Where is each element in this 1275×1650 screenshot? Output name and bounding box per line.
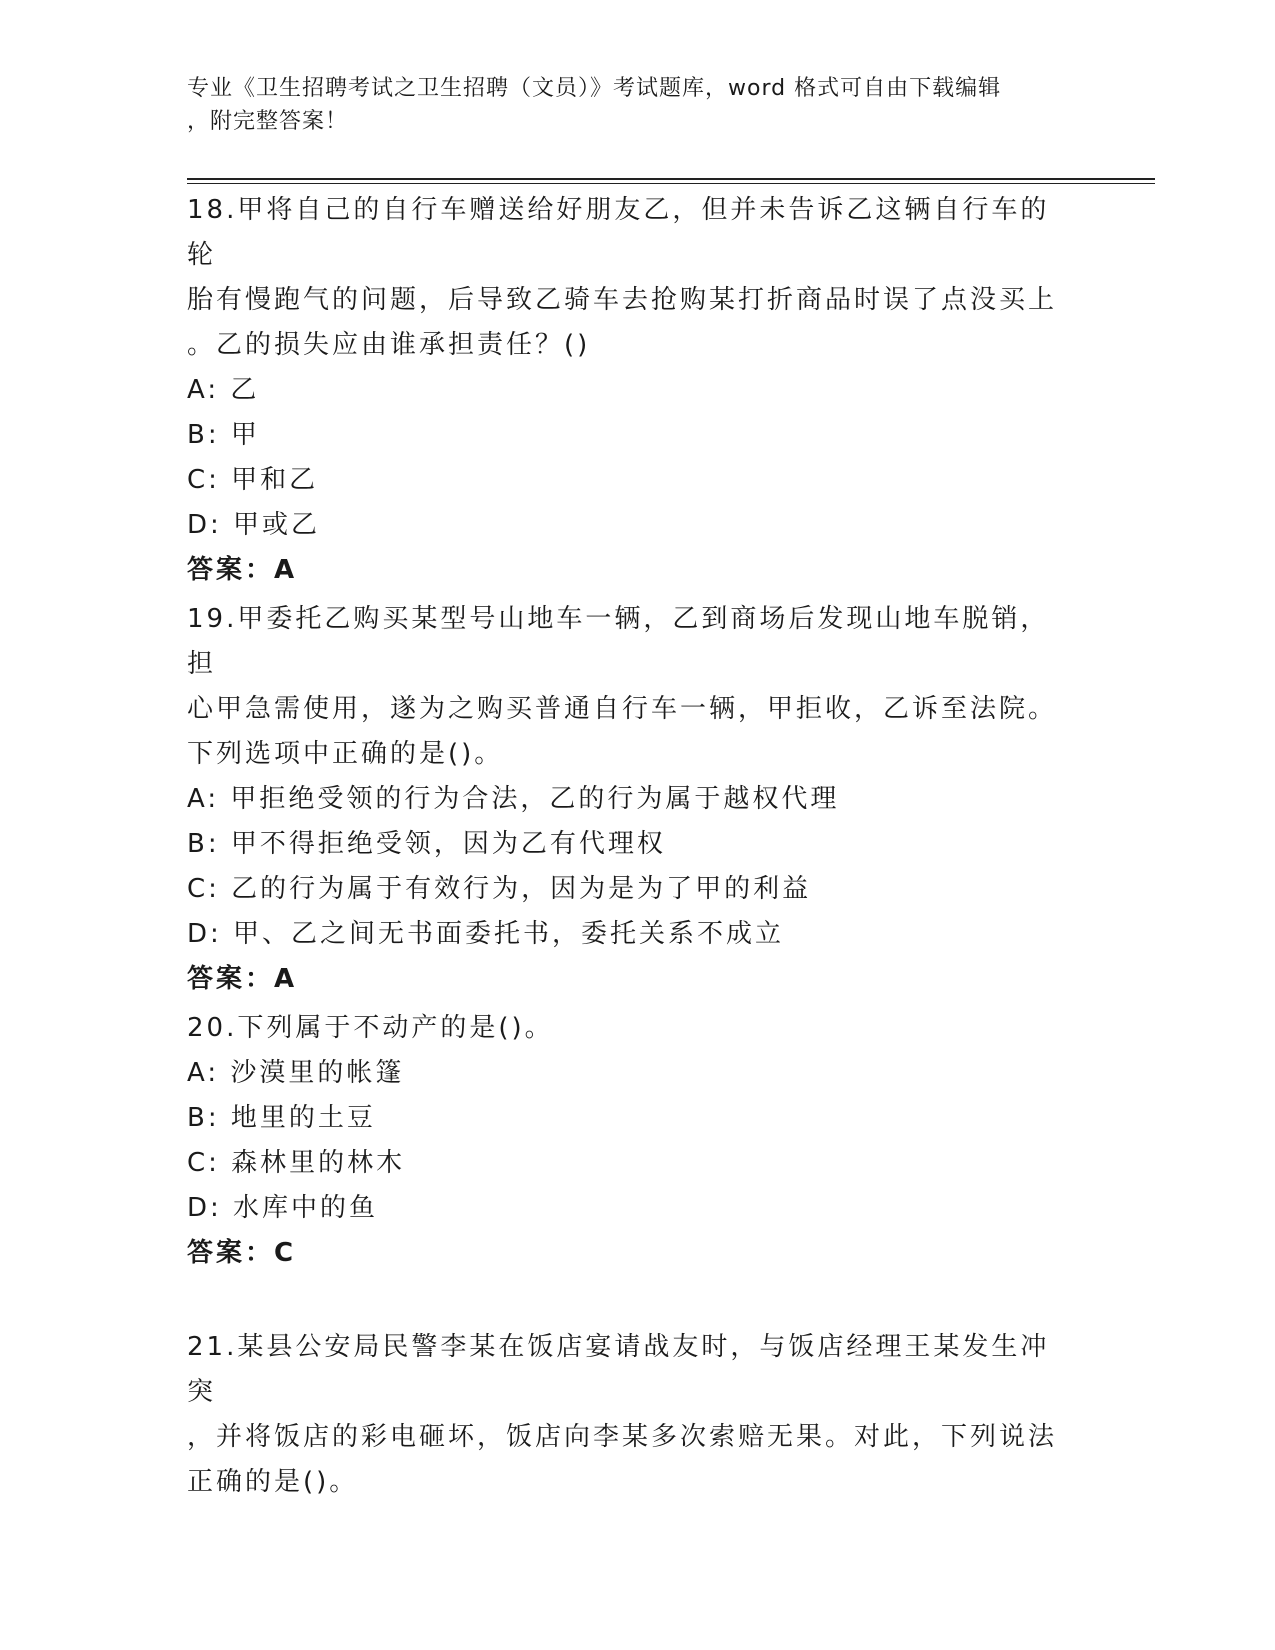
- question-stem: 20.下列属于不动产的是()。: [187, 1013, 554, 1043]
- question-20: [187, 1006, 1067, 1276]
- option-c: C: 森林里的林木: [187, 1148, 406, 1178]
- question-21: [187, 1325, 1067, 1505]
- option-c: C: 甲和乙: [187, 465, 319, 495]
- question-18: [187, 188, 1067, 593]
- header-divider-thick: [187, 178, 1155, 180]
- option-d: D: 水库中的鱼: [187, 1193, 379, 1223]
- header-divider-thin: [187, 183, 1155, 184]
- option-b: B: 甲不得拒绝受领，因为乙有代理权: [187, 829, 666, 859]
- option-d: D: 甲、乙之间无书面委托书，委托关系不成立: [187, 919, 785, 949]
- answer-line: 答案：A: [187, 555, 298, 585]
- option-b: B: 甲: [187, 420, 260, 450]
- option-d: D: 甲或乙: [187, 510, 321, 540]
- option-c: C: 乙的行为属于有效行为，因为是为了甲的利益: [187, 874, 812, 904]
- question-stem: 19.甲委托乙购买某型号山地车一辆，乙到商场后发现山地车脱销，担 心甲急需使用，遂为之购买普通自行车一辆，甲拒收，乙诉至法院。 下列选项中正确的是()。: [187, 604, 1058, 769]
- option-b: B: 地里的土豆: [187, 1103, 376, 1133]
- option-a: A: 甲拒绝受领的行为合法，乙的行为属于越权代理: [187, 784, 840, 814]
- document-header: 专业《卫生招聘考试之卫生招聘（文员）》考试题库，word 格式可自由下载编辑 ，附完整答案！: [187, 76, 1002, 134]
- option-a: A: 沙漠里的帐篷: [187, 1058, 405, 1088]
- question-stem: 18.甲将自己的自行车赠送给好朋友乙，但并未告诉乙这辆自行车的轮 胎有慢跑气的问题，后导致乙骑车去抢购某打折商品时误了点没买上 。乙的损失应由谁承担责任？(): [187, 195, 1058, 360]
- answer-line: 答案：C: [187, 1238, 297, 1268]
- question-19: [187, 597, 1067, 1002]
- question-stem: 21.某县公安局民警李某在饭店宴请战友时，与饭店经理王某发生冲突 ，并将饭店的彩电砸坏，饭店向李某多次索赔无果。对此，下列说法 正确的是()。: [187, 1332, 1058, 1497]
- answer-line: 答案：A: [187, 964, 298, 994]
- option-a: A: 乙: [187, 375, 260, 405]
